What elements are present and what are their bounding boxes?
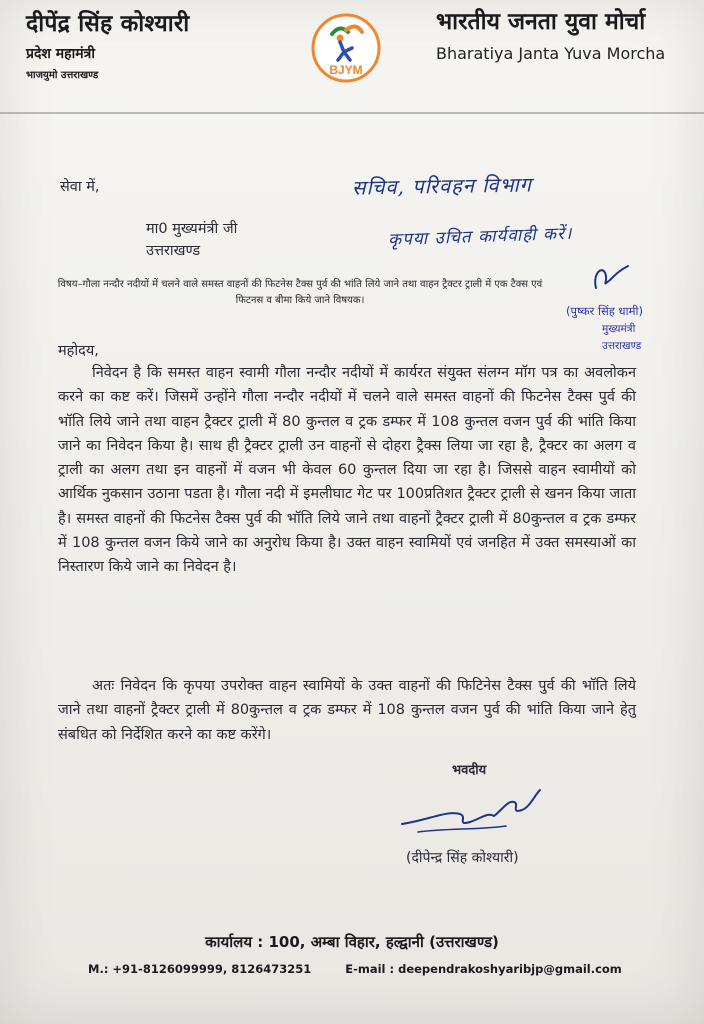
approver-name: (पुष्कर सिंह धामी) — [566, 304, 643, 318]
sender-signature-icon — [398, 780, 548, 840]
approver-signature-icon — [590, 262, 632, 294]
footer-address: कार्यालय : 100, अम्बा विहार, हल्द्वानी (उत्तराखण्ड) — [205, 933, 499, 951]
sender-post: प्रदेश महामंत्री — [26, 46, 95, 62]
header-divider — [0, 112, 704, 114]
sender-name-heading: दीपेंद्र सिंह कोश्यारी — [26, 11, 190, 37]
approver-state: उत्तराखण्ड — [602, 340, 642, 352]
bjym-logo-icon — [310, 12, 382, 84]
letter-salutation: महोदय, — [58, 343, 99, 359]
footer-contact — [88, 962, 622, 976]
letter-closing: भवदीय — [452, 763, 487, 778]
letter-subject: विषय–गौला नन्दौर नदीयों में चलने वाले समस्त वाहनों की फिटनेस टैक्स पुर्व की भांति लिये जाने तथा वाहन ट्रैक्टर ट्राली में एक टैक्स एवं फिटनस व बीमा किये जाने विषयक। — [57, 279, 543, 306]
letterhead-sender — [26, 6, 189, 81]
footer-email: E-mail : deependrakoshyaribjp@gmail.com — [345, 962, 622, 976]
recipient-sewa: सेवा में, — [60, 179, 100, 195]
sender-unit: भाजयुमो उत्तराखण्ड — [26, 70, 99, 81]
sender-signed-name: (दीपेन्द्र सिंह कोश्यारी) — [406, 850, 519, 866]
letterhead-organisation — [436, 4, 665, 63]
organisation-name-hindi: भारतीय जनता युवा मोर्चा — [436, 9, 646, 35]
letter-paragraph-1: निवेदन है कि समस्त वाहन स्वामी गौला नन्दौर नदीयों में कार्यरत संयुक्त संलग्न मॉग पत्र का अवलोकन करने का कष्ट करें। जिसमें उन्होंने गौला नन्दौर नदीयों में चलने वाले समस्त वाहनों की फिटनेस टैक्स पुर्व की भॉति लिये जाने तथा वाहन ट्रैक्टर ट्राली में 80 कुन्तल व ट्रक डम्फर में 108 कुन्तल वजन पुर्व की भांति किया जाने का निवेदन किया है। साथ ही ट्रैक्टर ट्राली उन वाहनों से दोहरा ट्रैक्स लिया जा रहा है, ट्रैक्टर का अलग व ट्राली का अलग तथा इन वाहनों में वजन भी केवल 60 कुन्तल दिया जा रहा है। जिससे वाहन स्वामीयों को आर्थिक नुकसान उठाना पडता है। गौला नदी में इमलीघाट गेट पर 100प्रतिशत ट्रैक्टर ट्राली से खनन किया जाता है। समस्त वाहनों की फिटनेस टैक्स पुर्व की भॉति लिये जाने तथा वाहनों ट्रैक्टर ट्राली में 80कुन्तल व ट्रक डम्फर में 108 कुन्तल वजन किये जाने का अनुरोध किया है। उक्त वाहन स्वामियों एवं जनहित में उक्त समस्याओं का निस्तारण किये जाने का निवेदन है। — [58, 365, 636, 576]
footer-mobile: M.: +91-8126099999, 8126473251 — [88, 962, 312, 976]
recipient-name: मा0 मुख्यमंत्री जी — [146, 221, 238, 237]
letter-paragraph-2: अतः निवेदन कि कृपया उपरोक्त वाहन स्वामियों के उक्त वाहनों की फिटिनेस टैक्स पुर्व की भॉति लिये जाने तथा वाहनों ट्रैक्टर ट्राली में 80कुन्तल व ट्रक डम्फर में 108 कुन्तल वजन पुर्व की भांति किया जाने हेतु संबधित को निर्देशित करने का कष्ट करेंगे। — [58, 678, 636, 743]
handwritten-note-line1: सचिव, परिवहन विभाग — [351, 172, 533, 200]
approver-post: मुख्यमंत्री — [602, 323, 636, 335]
recipient-state: उत्तराखण्ड — [146, 243, 201, 259]
handwritten-note-line2: कृपया उचित कार्यवाही करें। — [387, 223, 573, 251]
organisation-name-english: Bharatiya Janta Yuva Morcha — [436, 44, 666, 63]
logo-text: BJYM — [329, 63, 363, 77]
